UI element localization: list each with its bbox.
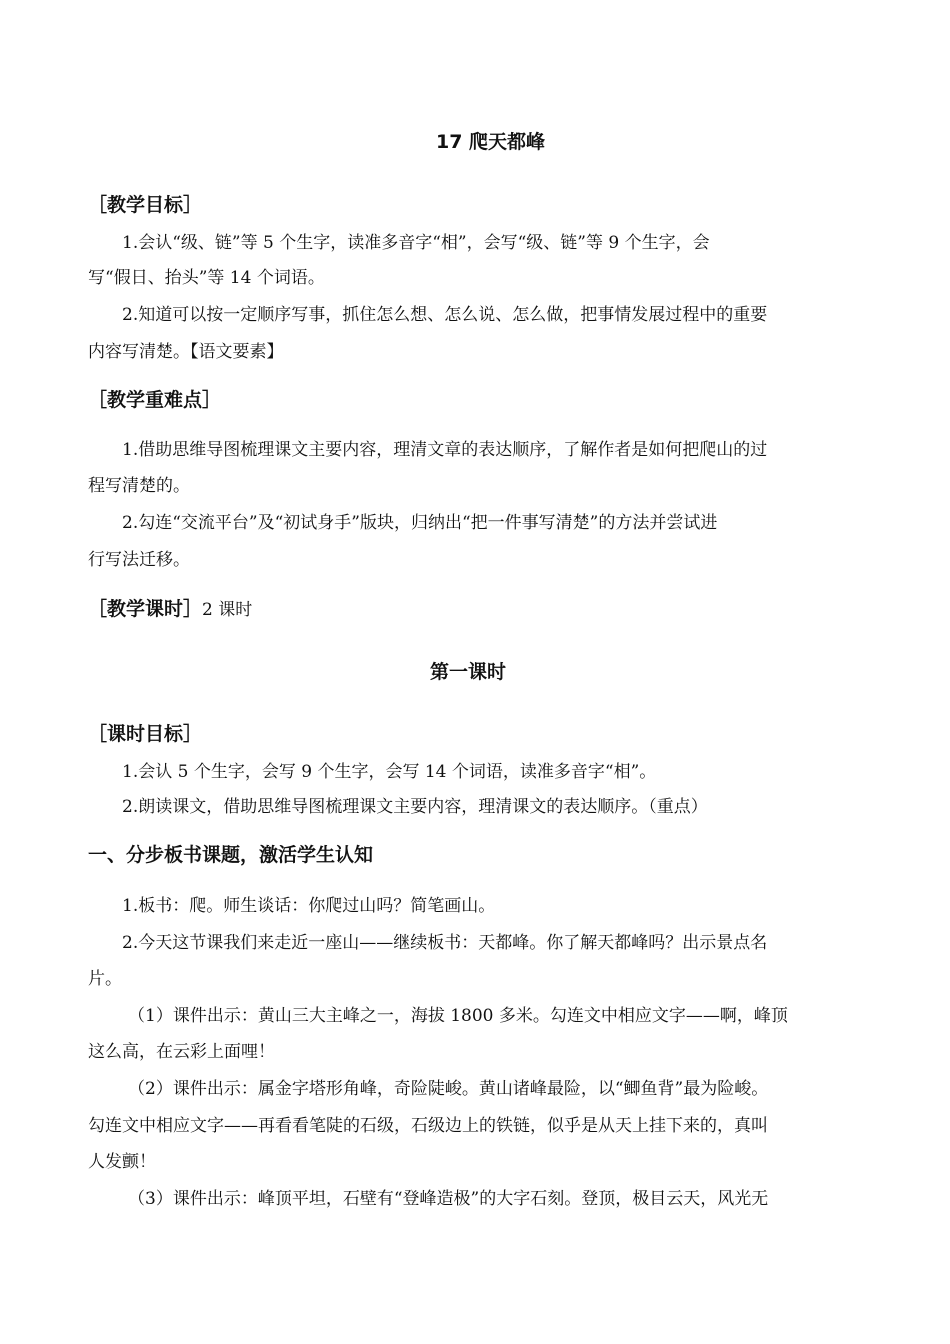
body-line: （3）课件出示：峰顶平坦，石壁有“登峰造极”的大字石刻。登顶，极目云天，风光无 bbox=[128, 1189, 769, 1209]
hours-value: 2 课时 bbox=[202, 600, 253, 620]
objectives-line: 内容写清楚。【语文要素】 bbox=[88, 342, 284, 362]
body-line: （1）课件出示：黄山三大主峰之一，海拔 1800 多米。勾连文中相应文字——啊，峰顶 bbox=[128, 1006, 788, 1026]
body-line: 2.今天这节课我们来走近一座山——继续板书：天都峰。你了解天都峰吗？出示景点名 bbox=[122, 933, 768, 953]
document-title: 17 爬天都峰 bbox=[436, 131, 546, 153]
body-line: 人发颤！ bbox=[88, 1152, 156, 1172]
keypoints-line: 行写法迁移。 bbox=[88, 550, 190, 570]
keypoints-line: 1.借助思维导图梳理课文主要内容，理清文章的表达顺序，了解作者是如何把爬山的过 bbox=[122, 440, 768, 460]
objectives-line: 写“假日、抬头”等 14 个词语。 bbox=[88, 268, 325, 288]
keypoints-line: 程写清楚的。 bbox=[88, 476, 190, 496]
body-line: （2）课件出示：属金字塔形角峰，奇险陡峻。黄山诸峰最险，以“鲫鱼背”最为险峻。 bbox=[128, 1079, 769, 1099]
lesson-title: 第一课时 bbox=[430, 661, 507, 683]
keypoints-line: 2.勾连“交流平台”及“初试身手”版块，归纳出“把一件事写清楚”的方法并尝试进 bbox=[122, 513, 718, 533]
objectives-line: 1.会认“级、链”等 5 个生字，读准多音字“相”，会写“级、链”等 9 个生字，会 bbox=[122, 233, 710, 253]
lesson-goals-heading: ［课时目标］ bbox=[88, 723, 203, 745]
objectives-heading: ［教学目标］ bbox=[88, 194, 203, 216]
body-line: 1.板书：爬。师生谈话：你爬过山吗？简笔画山。 bbox=[122, 896, 496, 916]
keypoints-heading: ［教学重难点］ bbox=[88, 389, 222, 411]
hours-heading: ［教学课时］ bbox=[88, 598, 203, 620]
lesson-goal: 2.朗读课文，借助思维导图梳理课文主要内容，理清课文的表达顺序。（重点） bbox=[122, 797, 708, 817]
body-line: 片。 bbox=[88, 969, 122, 989]
body-line: 这么高，在云彩上面哩！ bbox=[88, 1042, 275, 1062]
lesson-goal: 1.会认 5 个生字，会写 9 个生字，会写 14 个词语，读准多音字“相”。 bbox=[122, 762, 657, 782]
section-heading: 一、分步板书课题，激活学生认知 bbox=[88, 844, 374, 866]
body-line: 勾连文中相应文字——再看看笔陡的石级，石级边上的铁链，似乎是从天上挂下来的，真叫 bbox=[88, 1116, 768, 1136]
hours-row bbox=[88, 597, 252, 622]
objectives-line: 2.知道可以按一定顺序写事，抓住怎么想、怎么说、怎么做，把事情发展过程中的重要 bbox=[122, 305, 768, 325]
